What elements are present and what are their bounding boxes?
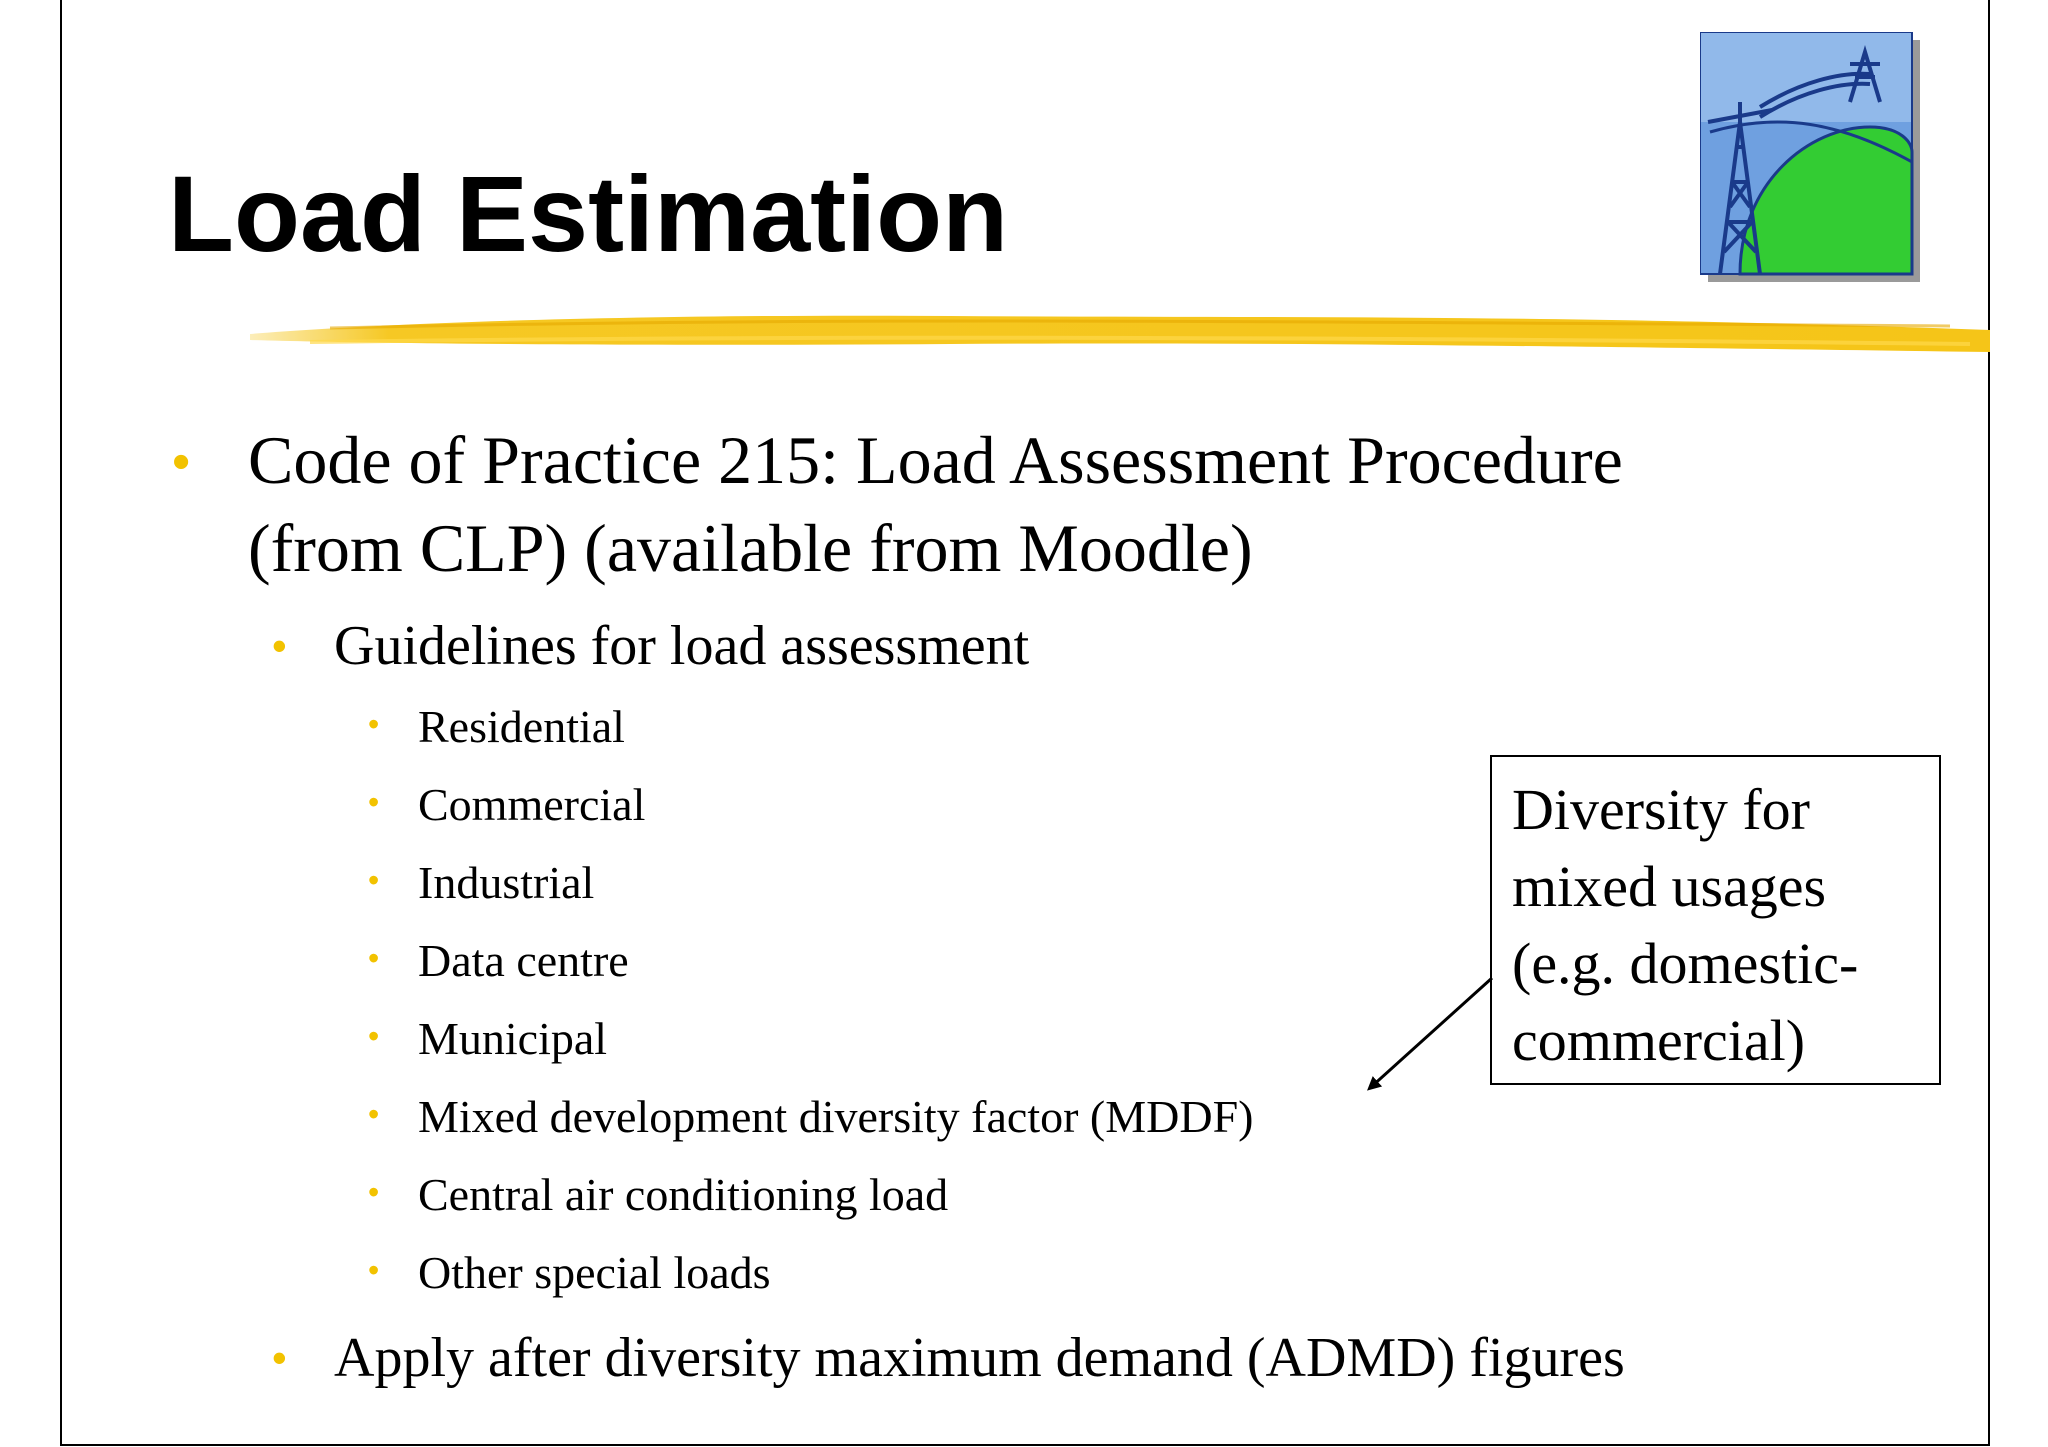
main-point (248, 416, 1623, 592)
bullet-level3: • (368, 706, 380, 742)
sub-point-apply: Apply after diversity maximum demand (ADMD) figures (334, 1327, 1625, 1389)
bullet-level3: • (368, 784, 380, 820)
list-item: Data centre (418, 935, 629, 986)
bullet-level3: • (368, 1096, 380, 1132)
list-item: Mixed development diversity factor (MDDF) (418, 1091, 1254, 1142)
bullet-level2: • (272, 1334, 287, 1381)
list-item: Residential (418, 701, 625, 752)
bullet-level3: • (368, 1174, 380, 1210)
bullet-level3: • (368, 862, 380, 898)
list-item: Central air conditioning load (418, 1169, 949, 1220)
callout-arrow (1340, 970, 1500, 1100)
list-item: Other special loads (418, 1247, 771, 1298)
list-item: Commercial (418, 779, 646, 830)
slide-title: Load Estimation (168, 153, 1009, 274)
bullet-level1: • (172, 433, 191, 491)
list-item: Industrial (418, 857, 595, 908)
bullet-level3: • (368, 1252, 380, 1288)
callout-text: Diversity for mixed usages (e.g. domestic- commercial) (1512, 777, 1859, 1073)
main-point-line-1: Code of Practice 215: Load Assessment Procedure (248, 422, 1623, 498)
sub-point-guidelines: Guidelines for load assessment (334, 615, 1030, 677)
list-item: Municipal (418, 1013, 608, 1064)
bullet-level3: • (368, 1018, 380, 1054)
callout-box (1490, 755, 1941, 1085)
main-point-line-2: (from CLP) (available from Moodle) (248, 510, 1253, 586)
title-underline-stroke (250, 292, 1990, 362)
bullet-level3: • (368, 940, 380, 976)
transmission-tower-logo (1700, 32, 1920, 282)
bullet-level2: • (272, 622, 287, 669)
